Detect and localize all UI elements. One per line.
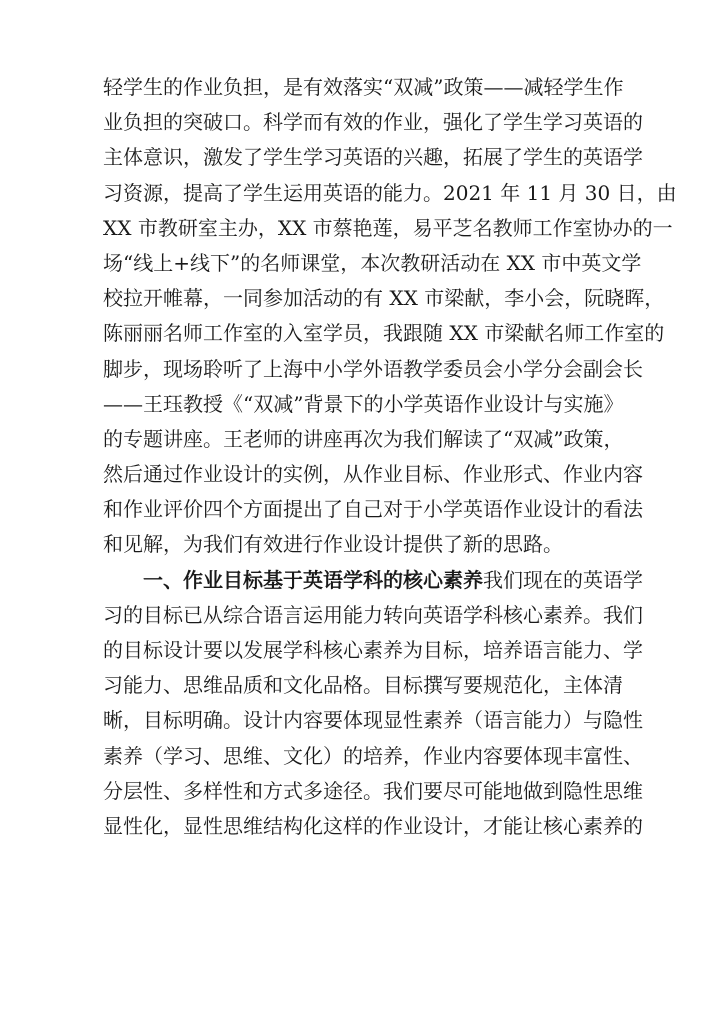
text-line: XX 市教研室主办，XX 市蔡艳莲，易平芝名教师工作室协办的一 bbox=[103, 215, 673, 240]
text-line: 轻学生的作业负担，是有效落实“双减”政策——减轻学生作 bbox=[103, 75, 624, 99]
text-line: 主体意识，激发了学生学习英语的兴趣，拓展了学生的英语学 bbox=[103, 145, 643, 170]
text-line: 校拉开帷幕，一同参加活动的有 XX 市梁献，李小会，阮晓晖， bbox=[103, 286, 665, 311]
text-line: 和见解，为我们有效进行作业设计提供了新的思路。 bbox=[103, 532, 563, 557]
document-body bbox=[103, 70, 677, 844]
text-line: 习能力、思维品质和文化品格。目标撰写要规范化，主体清 bbox=[103, 673, 623, 698]
text-line bbox=[103, 563, 643, 598]
text-line: 分层性、多样性和方式多途径。我们要尽可能地做到隐性思维 bbox=[103, 778, 643, 803]
text-line: 脚步，现场聆听了上海中小学外语教学委员会小学分会副会长 bbox=[103, 356, 643, 381]
text-line: 和作业评价四个方面提出了自己对于小学英语作业设计的看法 bbox=[103, 497, 643, 522]
text-line: 显性化，显性思维结构化这样的作业设计，才能让核心素养的 bbox=[103, 813, 643, 838]
text-line: 习资源，提高了学生运用英语的能力。2021 年 11 月 30 日，由 bbox=[103, 180, 677, 205]
text-line: 习的目标已从综合语言运用能力转向英语学科核心素养。我们 bbox=[103, 602, 643, 627]
paragraph-1 bbox=[103, 70, 677, 563]
text-line: 的目标设计要以发展学科核心素养为目标，培养语言能力、学 bbox=[103, 638, 643, 662]
section-heading: 一、作业目标基于英语学科的核心素养 bbox=[143, 567, 483, 592]
text-line: 业负担的突破口。科学而有效的作业，强化了学生学习英语的 bbox=[103, 110, 643, 135]
paragraph-2 bbox=[103, 563, 643, 845]
text-line: 陈丽丽名师工作室的入室学员，我跟随 XX 市梁献名师工作室的 bbox=[103, 321, 665, 346]
text-line: 素养（学习、思维、文化）的培养，作业内容要体现丰富性、 bbox=[103, 743, 643, 768]
text-line: 然后通过作业设计的实例，从作业目标、作业形式、作业内容 bbox=[103, 462, 643, 487]
text-line: 的专题讲座。王老师的讲座再次为我们解读了“双减”政策， bbox=[103, 426, 624, 451]
heading-line-rest: 我们现在的英语学 bbox=[483, 567, 643, 592]
text-line: 场“线上+线下”的名师课堂，本次教研活动在 XX 市中英文学 bbox=[103, 250, 642, 275]
text-line: 晰，目标明确。设计内容要体现显性素养（语言能力）与隐性 bbox=[103, 708, 643, 733]
text-line: ——王珏教授《“双减”背景下的小学英语作业设计与实施》 bbox=[103, 391, 624, 416]
